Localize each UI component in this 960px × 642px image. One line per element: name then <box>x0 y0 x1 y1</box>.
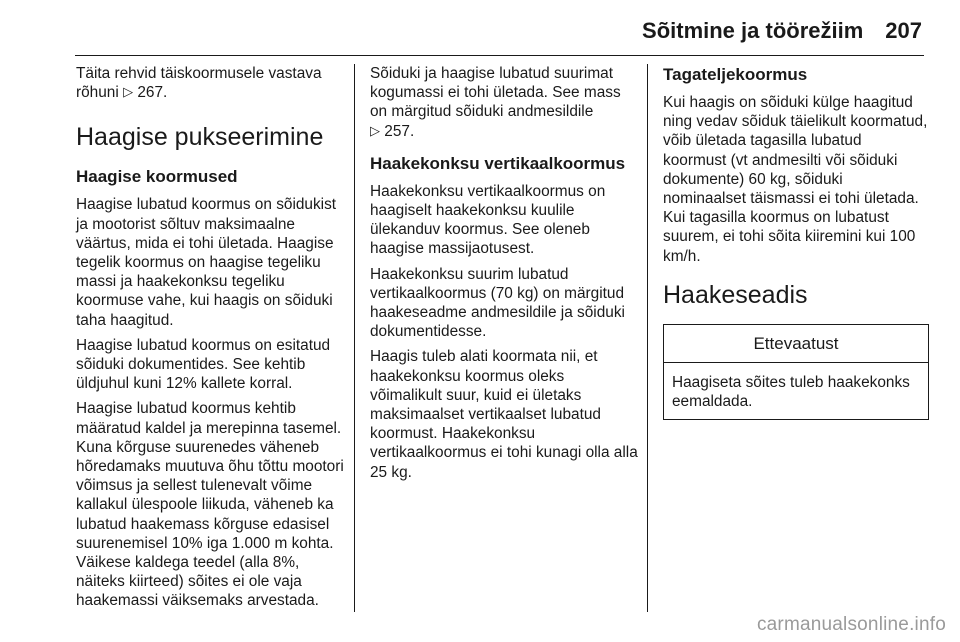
page-header <box>642 18 922 44</box>
page-number: 207 <box>885 18 922 43</box>
caution-box <box>663 324 929 421</box>
subheading-vertical-load: Haakekonksu vertikaalkoormus <box>370 153 626 173</box>
paragraph: Haagis tuleb alati koormata nii, et haakekonksu koormus oleks võimalikult suur, kuid ei ületaks maksimaalset vertikaalset lubatud koormust. Haakekonksu vertikaalkoormus ei tohi kunagi olla alla 25 kg. <box>370 348 638 481</box>
running-title: Sõitmine ja töörežiim <box>642 18 864 43</box>
paragraph: Haakekonksu suurim lubatud vertikaalkoormus (70 kg) on märgitud haakeseadme andmesildile ja sõiduki dokumentidesse. <box>370 265 625 341</box>
page-ref-link[interactable]: 257. <box>384 122 415 140</box>
page-ref-link[interactable]: 267. <box>137 84 168 102</box>
column-divider-2 <box>647 64 648 612</box>
page-ref-arrow-icon: ▷ <box>123 84 134 100</box>
column-1 <box>76 64 346 617</box>
column-3 <box>663 64 929 420</box>
caution-text: Haagiseta sõites tuleb haakekonks eemaldada. <box>672 374 910 411</box>
caution-title: Ettevaatust <box>664 325 928 363</box>
paragraph: Haakekonksu vertikaalkoormus on haagiselt haakekonksu kuulile ülekanduv koormus. See oleneb haagise massijaotusest. <box>370 182 606 258</box>
paragraph: Haagise lubatud koormus on esitatud sõiduki dokumentides. See kehtib üldjuhul kuni 12% kallete korral. <box>76 336 331 393</box>
watermark: carmanualsonline.info <box>756 614 946 635</box>
section-heading-towing-equipment: Haakeseadis <box>663 280 808 309</box>
header-rule <box>75 55 924 56</box>
paragraph: Haagise lubatud koormus kehtib määratud kaldel ja merepinna tasemel. Kuna kõrguse suurenedes väheneb hõredamaks muutuva õhu tõttu mootori võimsus ja sellest tulenevalt võime kallakul ülespoole liikuda, väheneb ka lubatud haakemass kõrguse edasisel suurenemisel 10% iga 1.000 m kohta. Väikese kaldega teedel (alla 8%, näiteks kiirteed) sõites ei ole vaja haakemassi väiksemaks arvestada. <box>76 400 344 610</box>
column-divider-1 <box>354 64 355 612</box>
paragraph: Haagise lubatud koormus on sõidukist ja mootorist sõltuv maksimaalne väärtus, mida ei tohi ületada. Haagise tegelik koormus on haagise tegeliku massi ja haakekonksu tegeliku koormuse vahe, kui haagis on sõiduki taha haagitud. <box>76 196 337 329</box>
paragraph: Sõiduki ja haagise lubatud suurimat kogumassi ei tohi ületada. See mass on märgitud sõiduki andmesildile ▷ 257. <box>370 65 621 140</box>
page-ref-arrow-icon: ▷ <box>370 122 380 138</box>
column-2 <box>370 64 638 488</box>
section-heading-trailer-towing: Haagise pukseerimine <box>76 123 324 152</box>
subheading-rear-axle-load: Tagateljekoormus <box>663 65 808 84</box>
intro-paragraph: Täita rehvid täiskoormusele vastava rõhuni ▷ 267. <box>76 65 322 102</box>
paragraph: Kui haagis on sõiduki külge haagitud ning vedav sõiduk täielikult koormatud, võib ületada tagasilla lubatud koormust (vt andmesilti või sõiduki dokumente) 60 kg, sõiduki nominaalset täismassi ei tohi ületada. Kui tagasilla koormus on lubatust suurem, ei tohi sõita kiiremini kui 100 km/h. <box>663 94 928 265</box>
subheading-trailer-loads: Haagise koormused <box>76 167 238 187</box>
